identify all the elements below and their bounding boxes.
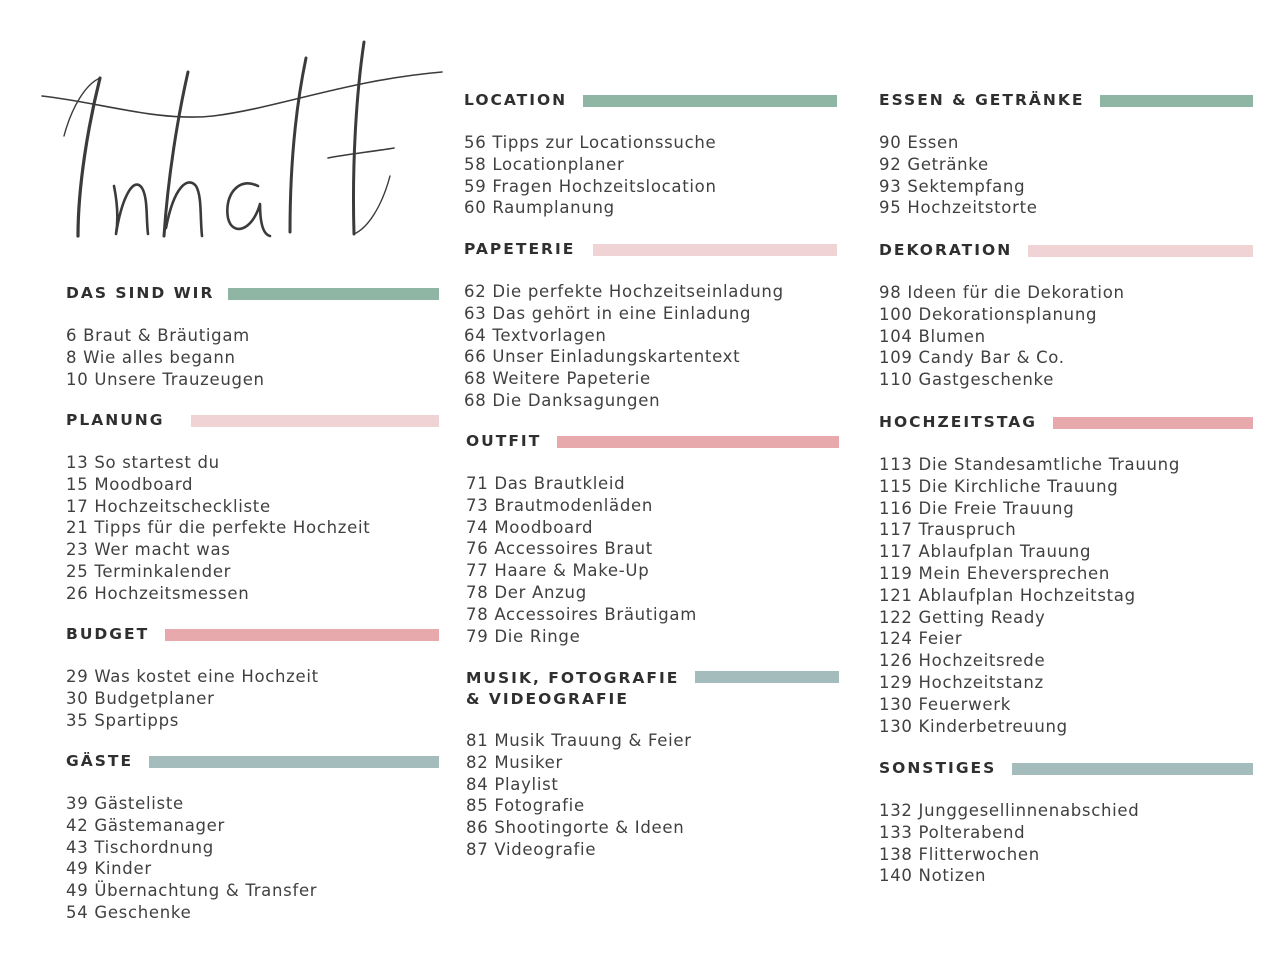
list-item: 117 Trauspruch: [879, 520, 1017, 540]
list-item: 79 Die Ringe: [466, 626, 581, 646]
list-item: 43 Tischordnung: [66, 837, 214, 857]
list-item: 13 So startest du: [66, 453, 220, 472]
section-papeterie: [464, 239, 837, 412]
section-items: [66, 452, 439, 605]
list-item: 124 Feier: [879, 629, 963, 649]
list-item: 138 Flitterwochen: [879, 844, 1040, 864]
section-bar: [149, 756, 439, 768]
list-item: 117 Ablaufplan Trauung: [879, 542, 1092, 562]
list-item: 76 Accessoires Braut: [466, 539, 653, 559]
list-item: 42 Gästemanager: [66, 815, 226, 835]
list-item: 126 Hochzeitsrede: [879, 651, 1046, 671]
section-heading: SONSTIGES: [879, 759, 997, 777]
section-bar: [165, 629, 439, 641]
list-item: 87 Videografie: [466, 839, 597, 859]
section-items: [66, 325, 439, 390]
section-bar: [1100, 95, 1253, 107]
list-item: 78 Der Anzug: [466, 582, 587, 602]
list-item: 10 Unsere Trauzeugen: [66, 369, 265, 389]
section-heading: HOCHZEITSTAG: [879, 413, 1037, 431]
list-item: 130 Feuerwerk: [879, 694, 1011, 714]
list-item: 26 Hochzeitsmessen: [66, 583, 250, 603]
list-item: 49 Übernachtung & Transfer: [66, 881, 318, 901]
list-item: 82 Musiker: [466, 752, 564, 772]
section-items: [879, 454, 1253, 737]
section-items: [879, 800, 1253, 887]
list-item: 85 Fotografie: [466, 796, 585, 816]
list-item: 98 Ideen für die Dekoration: [879, 283, 1125, 302]
section-heading: PAPETERIE: [464, 240, 576, 258]
section-bar: [1012, 763, 1253, 775]
section-heading: ESSEN & GETRÄNKE: [879, 91, 1085, 109]
list-item: 39 Gästeliste: [66, 794, 184, 813]
section-heading: LOCATION: [464, 91, 568, 109]
list-item: 132 Junggesellinnenabschied: [879, 801, 1140, 820]
page-title: [78, 76, 478, 286]
list-item: 63 Das gehört in eine Einladung: [464, 303, 752, 323]
section-items: [66, 666, 439, 731]
list-item: 104 Blumen: [879, 326, 986, 346]
list-item: 59 Fragen Hochzeitslocation: [464, 176, 717, 196]
list-item: 119 Mein Eheversprechen: [879, 563, 1111, 583]
list-item: 35 Spartipps: [66, 710, 180, 730]
section-items: [879, 282, 1253, 391]
list-item: 121 Ablaufplan Hochzeitstag: [879, 585, 1136, 605]
list-item: 71 Das Brautkleid: [466, 474, 626, 493]
list-item: 21 Tipps für die perfekte Hochzeit: [66, 518, 371, 538]
list-item: 60 Raumplanung: [464, 198, 615, 218]
list-item: 56 Tipps zur Locationssuche: [464, 133, 717, 152]
list-item: 68 Die Danksagungen: [464, 390, 661, 410]
list-item: 95 Hochzeitstorte: [879, 198, 1038, 218]
section-bar: [557, 436, 839, 448]
section-items: [466, 473, 839, 647]
list-item: 130 Kinderbetreuung: [879, 716, 1068, 736]
list-item: 100 Dekorationsplanung: [879, 304, 1098, 324]
section-bar: [191, 415, 440, 427]
list-item: 15 Moodboard: [66, 474, 194, 494]
section-heading: OUTFIT: [466, 432, 542, 450]
list-item: 113 Die Standesamtliche Trauung: [879, 455, 1180, 474]
section-dekoration: [879, 240, 1253, 391]
section-budget: [66, 624, 439, 731]
section-heading: DEKORATION: [879, 241, 1013, 259]
list-item: 66 Unser Einladungskartentext: [464, 347, 741, 367]
section-bar: [228, 288, 439, 300]
list-item: 78 Accessoires Bräutigam: [466, 604, 698, 624]
section-bar: [583, 95, 837, 107]
section-items: [879, 132, 1253, 219]
section-gaeste: [66, 751, 439, 924]
list-item: 109 Candy Bar & Co.: [879, 348, 1065, 368]
section-heading: [466, 668, 679, 709]
list-item: 25 Terminkalender: [66, 561, 232, 581]
section-planung: [66, 410, 439, 605]
list-item: 92 Getränke: [879, 154, 989, 174]
section-essen-getraenke: [879, 90, 1253, 219]
list-item: 93 Sektempfang: [879, 176, 1026, 196]
list-item: 62 Die perfekte Hochzeitseinladung: [464, 282, 784, 301]
section-heading: PLANUNG: [66, 411, 165, 429]
section-hochzeitstag: [879, 412, 1253, 737]
section-items: [66, 793, 439, 924]
list-item: 86 Shootingorte & Ideen: [466, 818, 685, 838]
list-item: 84 Playlist: [466, 774, 559, 794]
section-bar: [695, 671, 839, 683]
list-item: 90 Essen: [879, 133, 960, 152]
list-item: 54 Geschenke: [66, 902, 192, 922]
section-heading: GÄSTE: [66, 752, 134, 770]
title-script-artwork: [38, 36, 448, 251]
list-item: 81 Musik Trauung & Feier: [466, 731, 692, 750]
section-sonstiges: [879, 758, 1253, 887]
section-items: [464, 132, 837, 219]
list-item: 129 Hochzeitstanz: [879, 672, 1044, 692]
section-bar: [1053, 417, 1253, 429]
section-heading-line: & VIDEOGRAFIE: [466, 689, 629, 708]
list-item: 73 Brautmodenläden: [466, 495, 654, 515]
list-item: 133 Polterabend: [879, 822, 1026, 842]
list-item: 30 Budgetplaner: [66, 688, 215, 708]
section-items: [464, 281, 837, 412]
list-item: 74 Moodboard: [466, 517, 594, 537]
list-item: 29 Was kostet eine Hochzeit: [66, 667, 319, 686]
list-item: 6 Braut & Bräutigam: [66, 326, 250, 345]
list-item: 17 Hochzeitscheckliste: [66, 496, 271, 516]
section-bar: [1028, 245, 1253, 257]
list-item: 116 Die Freie Trauung: [879, 498, 1075, 518]
section-outfit: [466, 431, 839, 647]
list-item: 122 Getting Ready: [879, 607, 1046, 627]
list-item: 8 Wie alles begann: [66, 347, 236, 367]
list-item: 23 Wer macht was: [66, 540, 231, 560]
section-heading: BUDGET: [66, 625, 150, 643]
section-heading-line: MUSIK, FOTOGRAFIE: [466, 669, 680, 687]
list-item: 140 Notizen: [879, 866, 987, 886]
list-item: 64 Textvorlagen: [464, 325, 607, 345]
list-item: 49 Kinder: [66, 859, 152, 879]
list-item: 115 Die Kirchliche Trauung: [879, 476, 1119, 496]
list-item: 58 Locationplaner: [464, 154, 625, 174]
section-items: [466, 730, 839, 861]
list-item: 68 Weitere Papeterie: [464, 369, 651, 389]
section-musik-fotografie-videografie: [466, 668, 839, 861]
section-das-sind-wir: [66, 283, 439, 390]
list-item: 110 Gastgeschenke: [879, 370, 1055, 390]
section-heading: DAS SIND WIR: [66, 284, 215, 302]
section-bar: [593, 244, 837, 256]
section-location: [464, 90, 837, 219]
list-item: 77 Haare & Make-Up: [466, 561, 650, 581]
